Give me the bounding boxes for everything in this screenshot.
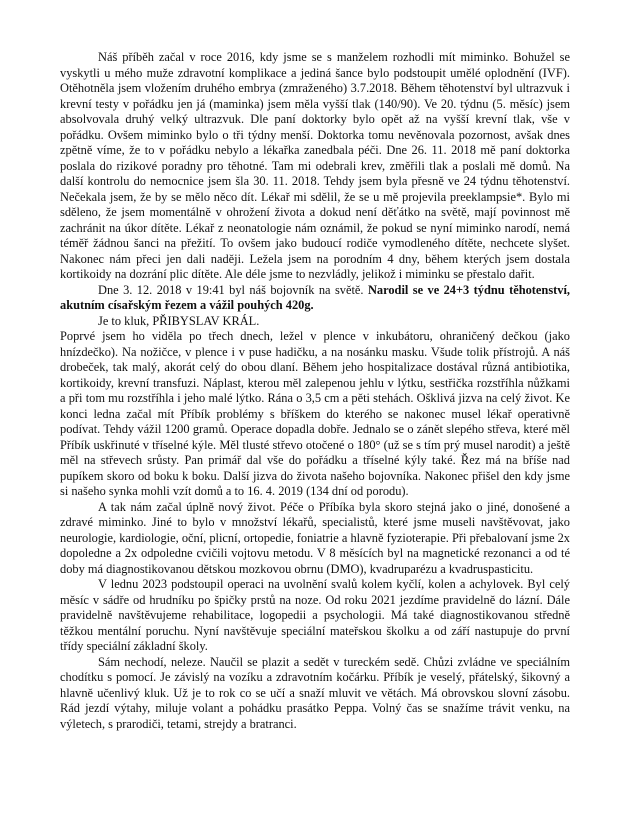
paragraph-present: Sám nechodí, neleze. Naučil se plazit a sedět v tureckém sedě. Chůzi zvládne ve speciálním chodítku s pomocí. Je závislý na vozíku a zdravotním kočárku. Příbík je veselý, přátelský, šikovný a hlavně učenlivý kluk. Už je to rok co se učí a snaží mluvit ve větách. Má obrovskou slovní zásobu. Rád jezdí výtahy, miluje volant a pohádku prasátko Peppa. Volný čas se snažíme trávit venku, na výletech, s prarodiči, tetami, strejdy a bratranci. (60, 654, 570, 731)
paragraph-surgery: V lednu 2023 podstoupil operaci na uvolnění svalů kolem kyčlí, kolen a achylovek. Byl celý měsíc v sádře od hrudníku po špičky prstů na noze. Od roku 2021 jezdíme pravidelně do lázní. Dále pravidelně navštěvujeme rehabilitace, logopedii a psychologii. Má také diagnostikovanou středně těžkou mentální poruchu. Nyní navštěvuje speciální mateřskou školku a od září nastupuje do první třídy speciální základní školy. (60, 577, 570, 653)
paragraph-hospital: Poprvé jsem ho viděla po třech dnech, ležel v plence v inkubátoru, ohraničený dečkou (jako hnízdečko). Na nožičce, v plence i v puse hadičku, a na nosánku masku. Všude tolik přístrojů. A náš drobeček, tak malý, akorát celý do obou dlaní. Během jeho hospitalizace dostával různá antibiotika, kortikoidy, krevní transfuzi. Náplast, kterou měl zalepenou jehlu v lýtku, sestřička rozstříhla nůžkami a při tom mu rozstříhla i jeho malé lýtko. Rána o 3,5 cm a pěti stehách. Ošklivá jizva na celý život. Ke konci ledna začal mít Příbík problémy s bříškem do kterého se nakonec musel lékař operativně podívat. Tehdy vážil 1200 gramů. Operace dopadla dobře. Jednalo se o zánět slepého střeva, které měl Příbík uskřinuté v tříselné kýle. Měl tlusté střevo otočené o 180° (už se s tím prý musel narodit) a ještě měl na střevech srůsty. Pan primář dal vše do pořádku a tříselné kýly také. Řez má na bříše nad pupíkem skoro od boku k boku. Další jizva do života našeho bojovníka. Nakonec přišel den kdy jsme si našeho synka mohli vzít domů a to 16. 4. 2019 (134 dní od porodu). (60, 329, 570, 498)
paragraph-new-life: A tak nám začal úplně nový život. Péče o Příbíka byla skoro stejná jako o jiné, donošené a zdravé miminko. Jiné to bylo v množství lékařů, specialistů, které jsme museli navštěvovat, jako neurologie, kardiologie, oční, plicní, ortopedie, foniatrie a hlavně fyzioterapie. Při přebalovaní jsme 2x dopoledne a 2x odpoledne cvičili vojtovu metodu. V 8 měsících byl na magnetické rezonanci a od té doby má diagnostikovanou dětskou mozkovou obrnu (DMO), kvadruparézu a kvadruspasticitu. (60, 499, 570, 576)
paragraph-name: Je to kluk, PŘIBYSLAV KRÁL. (98, 313, 260, 328)
paragraph-birth (60, 283, 570, 314)
paragraph-beginning: Náš příběh začal v roce 2016, kdy jsme se s manželem rozhodli mít miminko. Bohužel se vyskytli u mého muže zdravotní komplikace a jediná šance bylo podstoupit umělé oplodnění (IVF). Otěhotněla jsem vložením druhého embrya (zmraženého) 3.7.2018. Během těhotenství byl ultrazvuk i krevní testy v pořádku jen já (maminka) jsem měla vyšší tlak (140/90). Ve 20. týdnu (5. měsíc) jsem absolvovala druhý velký ultrazvuk. Dle paní doktorky bylo opět až na vyšší krevní tlak, vše v pořádku. Ovšem miminko bylo o tři týdny menší. Doktorka tomu nevěnovala pozornost, avšak dnes zpětně víme, že to v pořádku nebylo a lékařka zanedbala péči. Dne 26. 11. 2018 mě paní doktorka poslala do rizikové poradny pro těhotné. Tam mi odebrali krev, změřili tlak a poslali mě domů. Na další kontrolu do nemocnice jsem šla 30. 11. 2018. Tehdy jsem byla přesně ve 24 týdnu těhotenství. Nečekala jsem, že by se mělo něco dít. Lékař mi sdělil, že se u mě projevila preeklampsie*. Bylo mi sděleno, že jsem momentálně v ohrožení života a dokud není děťátko na světě, mají povinnost mě zachránit na úkor dítěte. Lékař z neonatologie nám oznámil, že pokud se nyní miminko narodí, nemá téměř žádnou šanci na přežití. To ovšem jako budoucí rodiče vymodleného dítěte, nechcete slyšet. Nakonec nám přeci jen dali naději. Ležela jsem na porodním 4 dny, během kterých jsem dostala kortikoidy na dozrání plic dítěte. Ale déle jsme to nezvládly, jelikož i miminku se přestalo dařit. (60, 50, 570, 281)
document-page (60, 50, 570, 732)
birth-details-bold: Narodil se ve 24+3 týdnu těhotenství, akutním císařským řezem a vážil pouhých 420g. (60, 282, 571, 312)
birth-date-text: Dne 3. 12. 2018 v 19:41 byl náš bojovník na světě. (98, 282, 368, 297)
